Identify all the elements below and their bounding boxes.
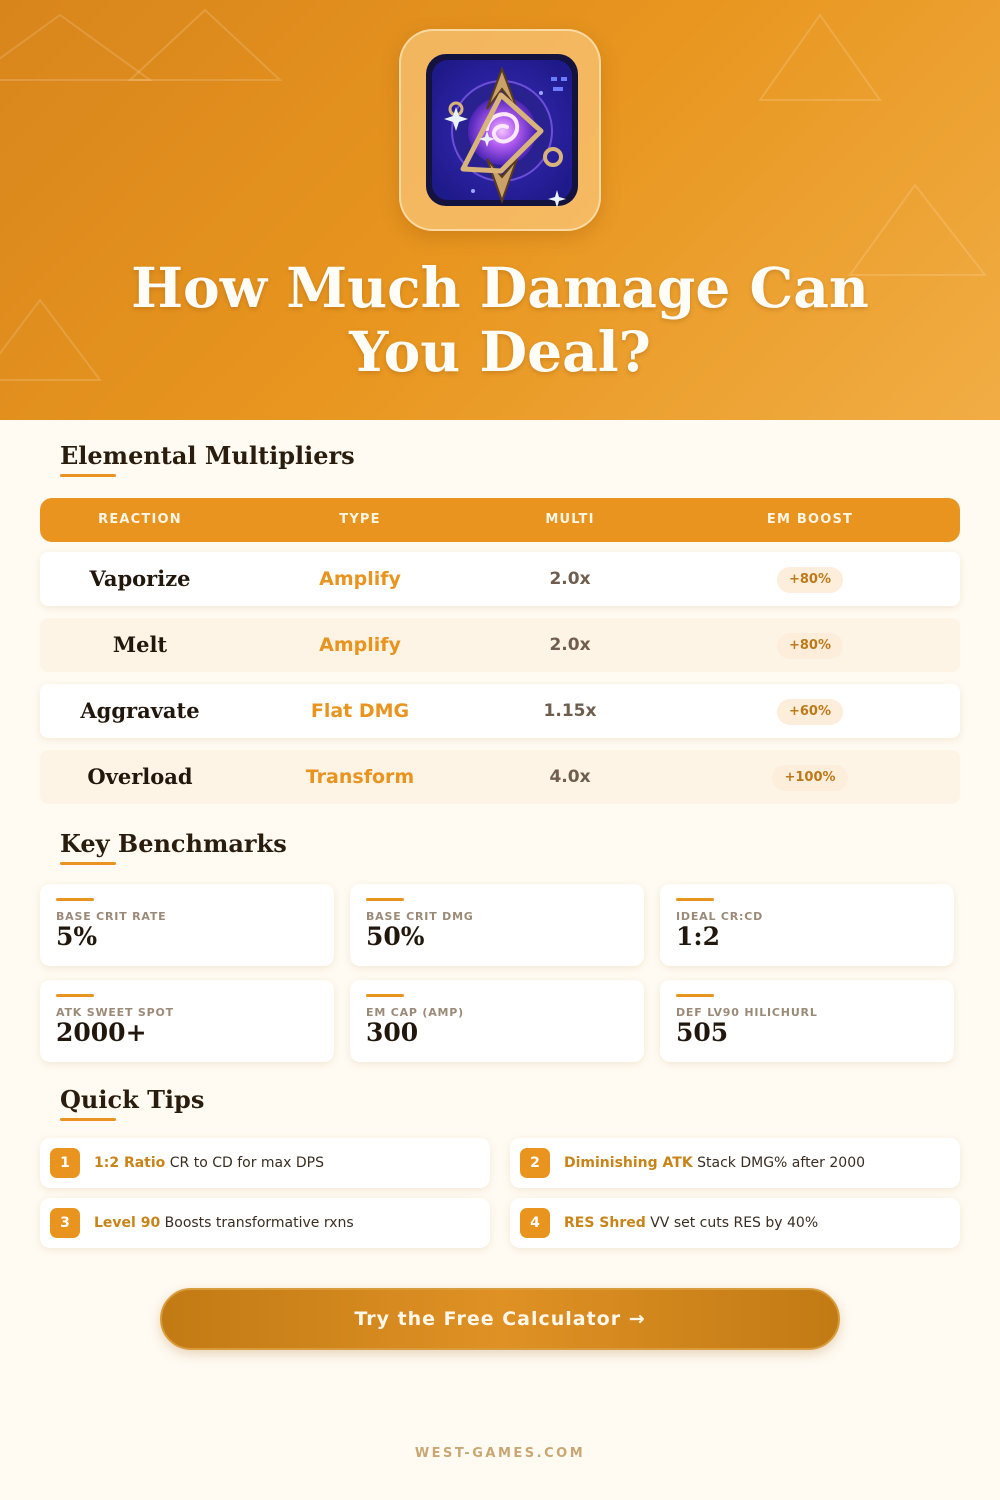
table-row (40, 618, 960, 672)
reaction-multi: 2.0x (549, 635, 591, 655)
try-calculator-button[interactable]: Try the Free Calculator → (160, 1288, 840, 1350)
footer-site-name: WEST-GAMES.COM (414, 1446, 586, 1461)
card-accent-bar (56, 898, 94, 901)
em-boost-badge: +60% (777, 699, 843, 725)
cosmic-compass-icon (401, 31, 603, 233)
benchmark-value: 2000+ (56, 1018, 147, 1047)
reaction-type: Flat DMG (310, 700, 410, 722)
tip-card (40, 1138, 490, 1188)
title-line-1: How Much Damage Can (131, 255, 869, 320)
section-title-tips: Quick Tips (60, 1085, 205, 1114)
page-title (60, 256, 940, 384)
reaction-type: Amplify (319, 568, 401, 590)
em-boost-badge: +100% (772, 765, 847, 791)
benchmark-label: BASE CRIT DMG (366, 910, 474, 923)
benchmark-card (660, 884, 954, 966)
reaction-type: Transform (305, 766, 415, 788)
reaction-type: Amplify (319, 634, 401, 656)
table-row (40, 750, 960, 804)
benchmark-value: 50% (366, 922, 425, 951)
reaction-multi: 1.15x (543, 701, 597, 721)
tip-number-badge: 2 (520, 1148, 550, 1178)
hero-banner (0, 0, 1000, 420)
tip-detail: Stack DMG% after 2000 (692, 1155, 866, 1171)
column-header-em-boost: EM BOOST (766, 512, 854, 527)
reaction-name: Melt (112, 632, 168, 657)
card-accent-bar (56, 994, 94, 997)
section-underline (60, 1118, 116, 1121)
table-header (40, 498, 960, 542)
card-accent-bar (366, 898, 404, 901)
column-header-type: TYPE (339, 512, 381, 527)
em-boost-badge: +80% (777, 567, 843, 593)
tip-highlight: Diminishing ATK (564, 1155, 693, 1171)
tip-text (564, 1138, 865, 1188)
tip-card (510, 1198, 960, 1248)
tip-highlight: 1:2 Ratio (94, 1155, 166, 1171)
benchmark-value: 300 (366, 1018, 419, 1047)
tip-detail: Boosts transformative rxns (160, 1215, 354, 1231)
benchmark-label: DEF LV90 HILICHURL (676, 1006, 818, 1019)
em-boost-badge: +80% (777, 633, 843, 659)
benchmark-value: 1:2 (676, 922, 721, 951)
reaction-multi: 4.0x (549, 767, 591, 787)
tip-text (94, 1198, 354, 1248)
section-title-benchmarks: Key Benchmarks (60, 829, 287, 858)
section-underline (60, 474, 116, 477)
card-accent-bar (676, 898, 714, 901)
benchmark-card (350, 980, 644, 1062)
column-header-reaction: REACTION (98, 512, 182, 527)
benchmark-value: 505 (676, 1018, 729, 1047)
benchmark-card (40, 980, 334, 1062)
benchmark-card (350, 884, 644, 966)
tip-text (564, 1198, 818, 1248)
tip-highlight: Level 90 (94, 1215, 161, 1231)
section-title-multipliers: Elemental Multipliers (60, 441, 355, 470)
tip-highlight: RES Shred (564, 1215, 646, 1231)
app-icon (399, 29, 601, 231)
benchmark-label: ATK SWEET SPOT (56, 1006, 174, 1019)
tip-detail: VV set cuts RES by 40% (645, 1215, 819, 1231)
benchmark-value: 5% (56, 922, 98, 951)
benchmark-card (40, 884, 334, 966)
title-line-2: You Deal? (349, 319, 651, 384)
benchmark-card (660, 980, 954, 1062)
reaction-multi: 2.0x (549, 569, 591, 589)
reaction-name: Aggravate (80, 698, 200, 723)
card-accent-bar (366, 994, 404, 997)
tip-detail: CR to CD for max DPS (165, 1155, 324, 1171)
tip-number-badge: 4 (520, 1208, 550, 1238)
benchmark-label: EM CAP (AMP) (366, 1006, 464, 1019)
tip-text (94, 1138, 324, 1188)
tip-card (40, 1198, 490, 1248)
benchmark-label: BASE CRIT RATE (56, 910, 167, 923)
tip-number-badge: 3 (50, 1208, 80, 1238)
column-header-multi: MULTI (545, 512, 595, 527)
tip-number-badge: 1 (50, 1148, 80, 1178)
card-accent-bar (676, 994, 714, 997)
table-row (40, 552, 960, 606)
section-underline (60, 862, 116, 865)
benchmark-label: IDEAL CR:CD (676, 910, 764, 923)
table-row (40, 684, 960, 738)
tip-card (510, 1138, 960, 1188)
reaction-name: Overload (87, 764, 193, 789)
reaction-name: Vaporize (89, 566, 191, 591)
